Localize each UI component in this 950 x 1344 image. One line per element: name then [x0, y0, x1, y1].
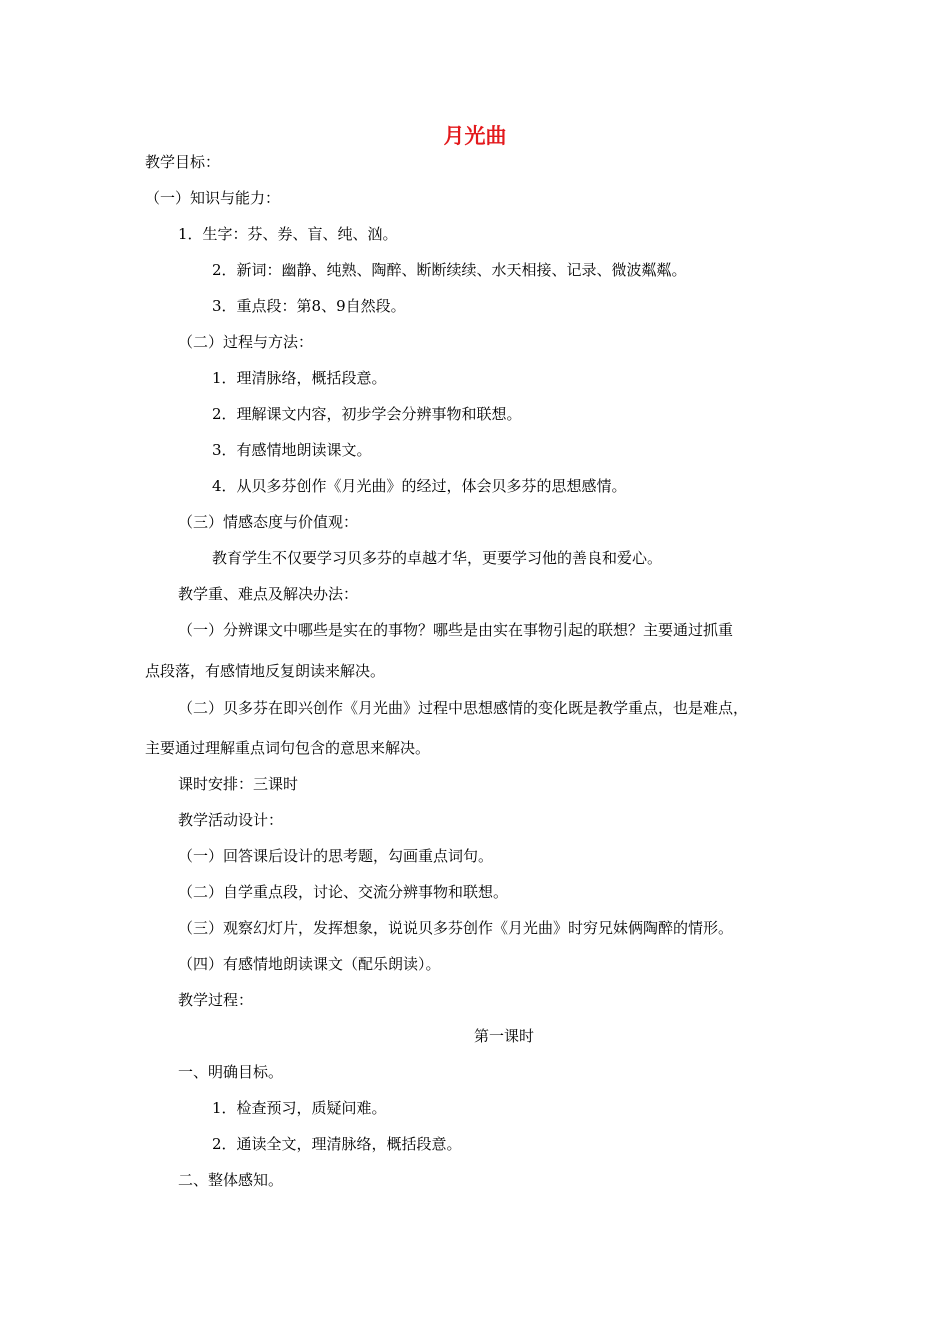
- paragraph: 点段落，有感情地反复朗读来解决。: [145, 662, 386, 680]
- heading-schedule: 课时安排：三课时: [178, 775, 299, 793]
- list-item: 2．理解课文内容，初步学会分辨事物和联想。: [212, 405, 522, 423]
- heading-step-one: 一、明确目标。: [178, 1063, 284, 1081]
- list-item: （三）观察幻灯片，发挥想象，说说贝多芬创作《月光曲》时穷兄妹俩陶醉的情形。: [178, 919, 734, 937]
- section-process-method: （二）过程与方法：: [178, 333, 314, 351]
- heading-step-two: 二、整体感知。: [178, 1171, 284, 1189]
- heading-key-points: 教学重、难点及解决办法：: [178, 585, 359, 603]
- section-knowledge-ability: （一）知识与能力：: [145, 189, 281, 207]
- heading-teaching-process: 教学过程：: [178, 991, 254, 1009]
- list-item: （二）自学重点段，讨论、交流分辨事物和联想。: [178, 883, 509, 901]
- list-item: 3．重点段：第8、9自然段。: [212, 297, 406, 315]
- list-item: 3．有感情地朗读课文。: [212, 441, 372, 459]
- document-title: 月光曲: [443, 123, 507, 148]
- paragraph: （二）贝多芬在即兴创作《月光曲》过程中思想感情的变化既是教学重点，也是难点，: [178, 699, 749, 717]
- heading-teaching-goals: 教学目标：: [145, 153, 221, 171]
- list-item: （四）有感情地朗读课文（配乐朗读）。: [178, 955, 441, 973]
- list-item: 2．通读全文，理清脉络，概括段意。: [212, 1135, 462, 1153]
- list-item: 1．检查预习，质疑问难。: [212, 1099, 387, 1117]
- list-item: （一）回答课后设计的思考题，勾画重点词句。: [178, 847, 494, 865]
- paragraph: 教育学生不仅要学习贝多芬的卓越才华，更要学习他的善良和爱心。: [212, 549, 663, 567]
- list-item: 4．从贝多芬创作《月光曲》的经过，体会贝多芬的思想感情。: [212, 477, 627, 495]
- section-emotion-values: （三）情感态度与价值观：: [178, 513, 359, 531]
- heading-activity-design: 教学活动设计：: [178, 811, 284, 829]
- paragraph: （一）分辨课文中哪些是实在的事物？哪些是由实在事物引起的联想？主要通过抓重: [178, 621, 734, 639]
- heading-first-lesson: 第一课时: [473, 1027, 534, 1045]
- list-item: 1．生字：芬、券、盲、纯、汹。: [178, 225, 398, 243]
- list-item: 2．新词：幽静、纯熟、陶醉、断断续续、水天相接、记录、微波粼粼。: [212, 261, 687, 279]
- paragraph: 主要通过理解重点词句包含的意思来解决。: [145, 739, 431, 757]
- list-item: 1．理清脉络，概括段意。: [212, 369, 387, 387]
